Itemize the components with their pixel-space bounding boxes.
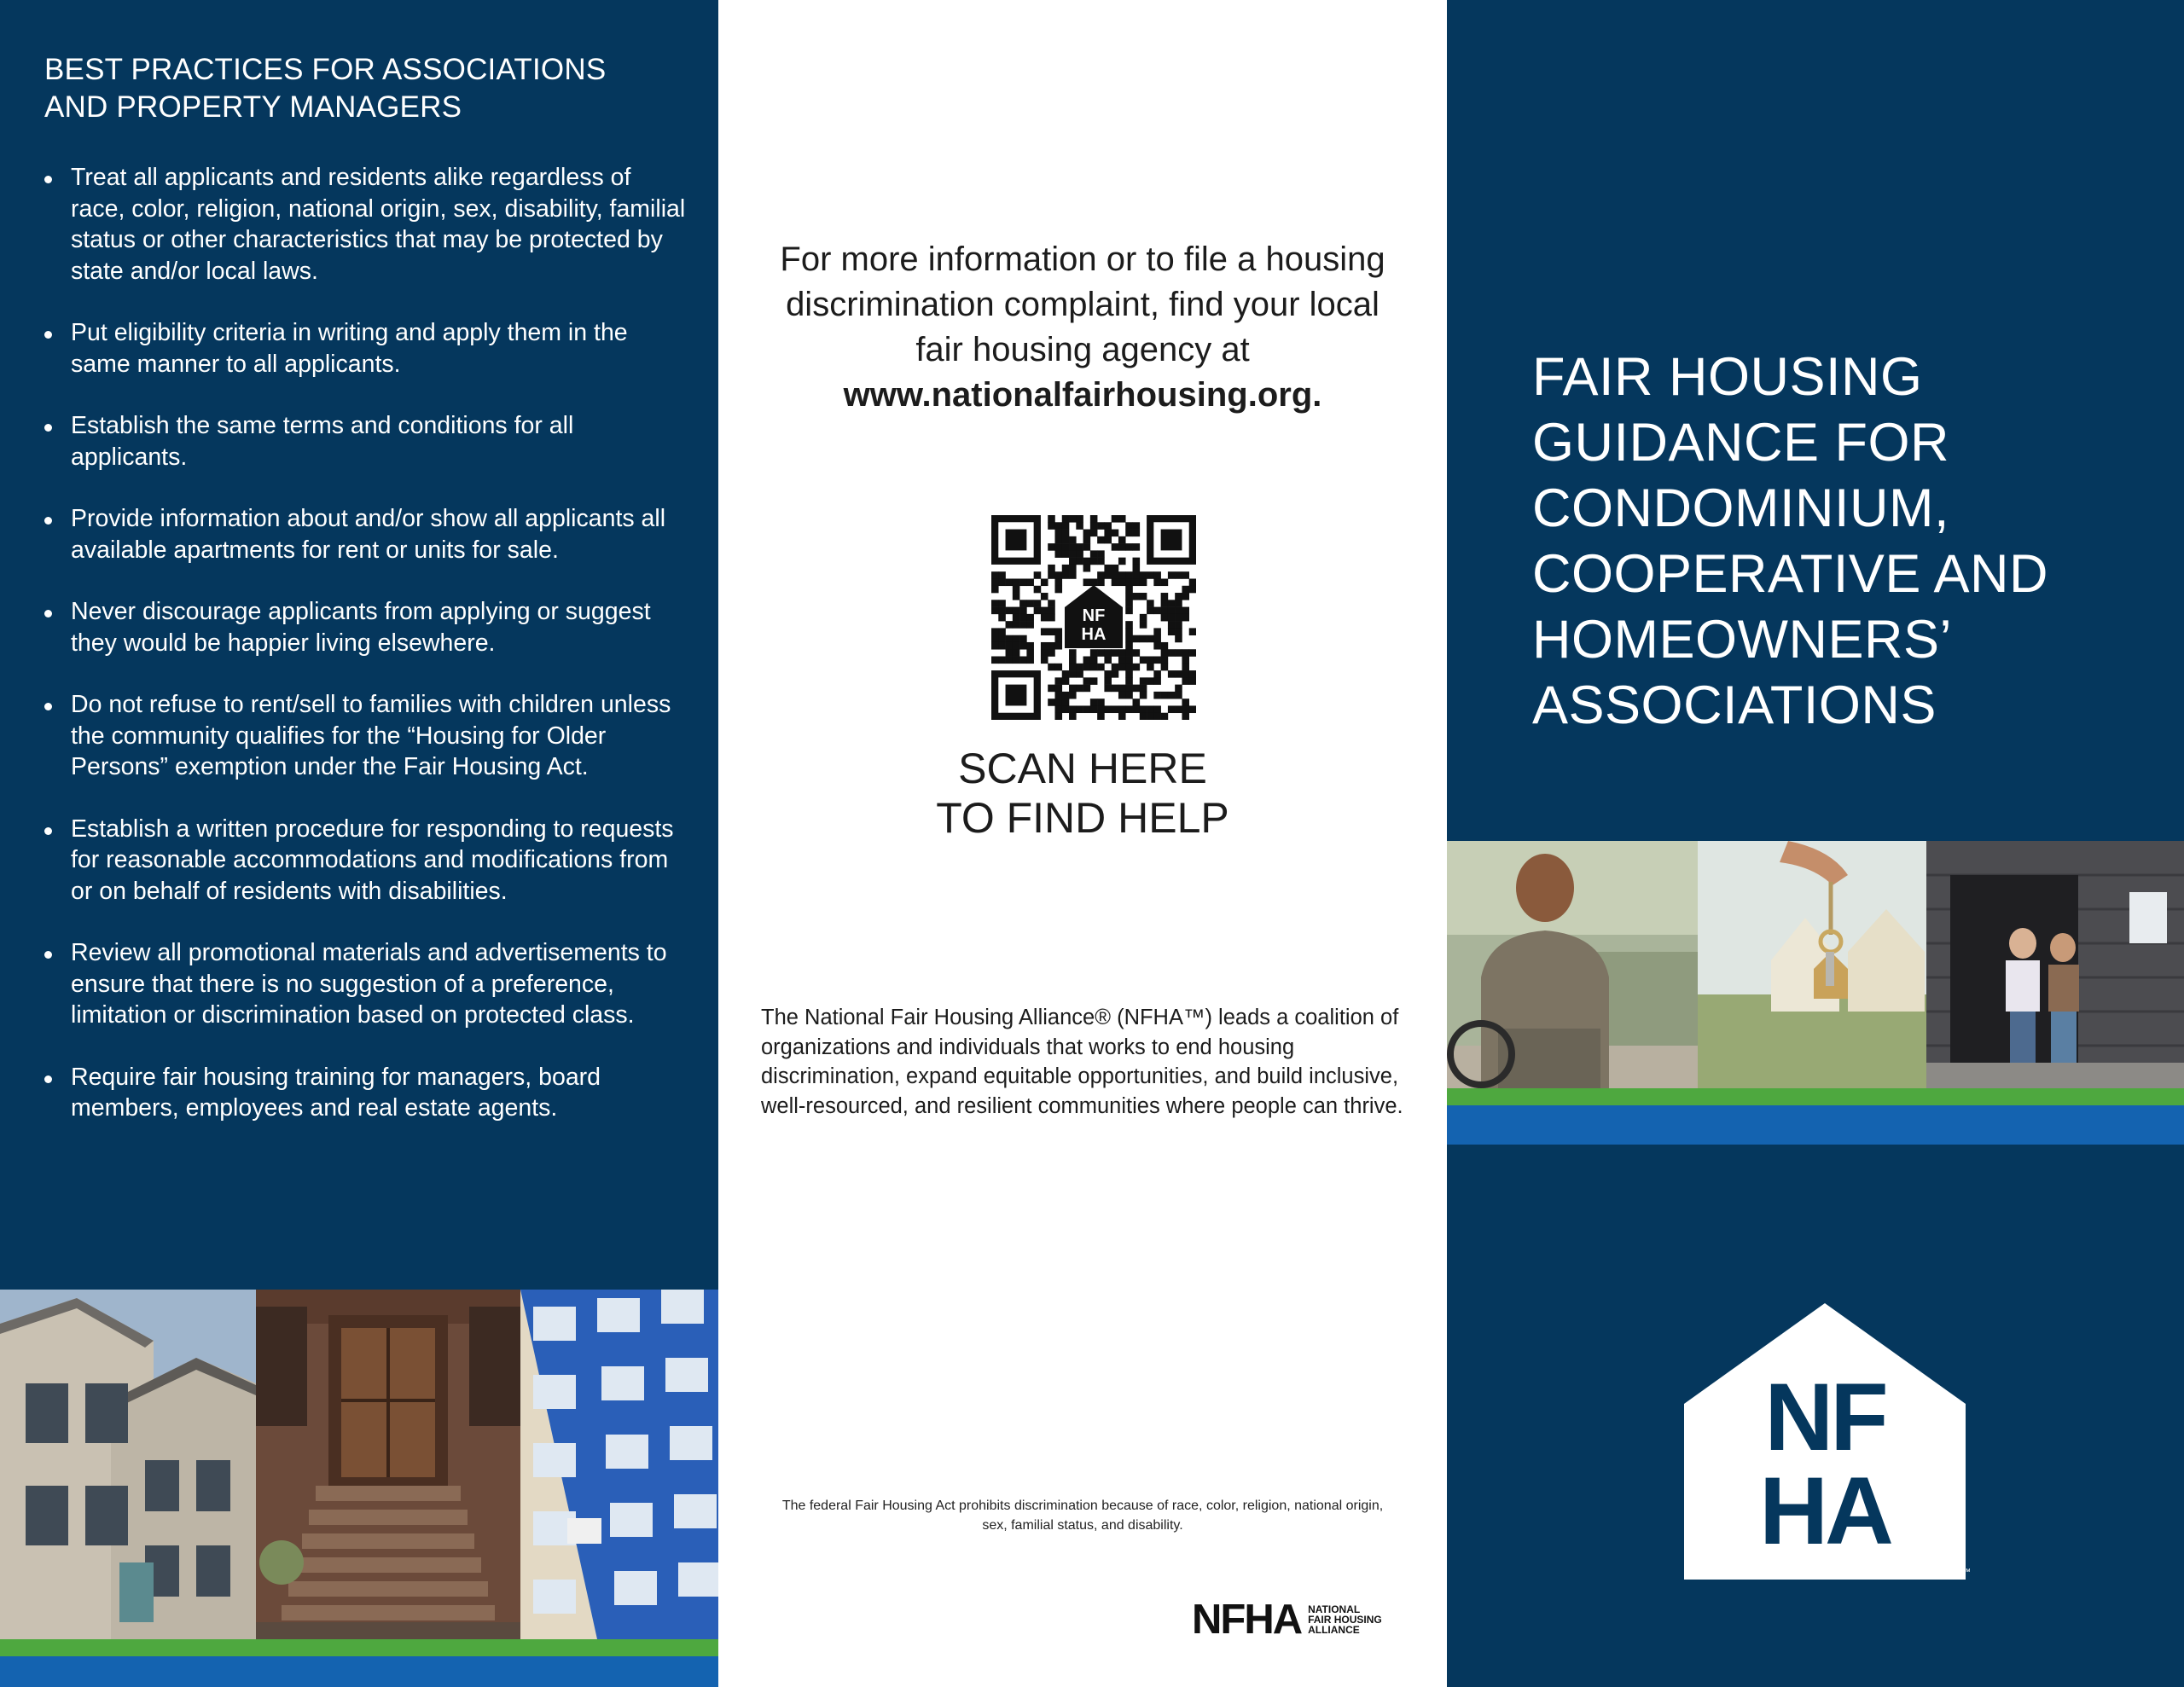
family-doorway-photo: [1926, 841, 2184, 1088]
bullet-icon: [44, 331, 52, 339]
cover-panel: [1447, 0, 2184, 1687]
list-item: Put eligibility criteria in writing and apply them in the same manner to all applicants.: [44, 317, 686, 380]
info-text: For more information or to file a housing discrimination complaint, find your local fair housing agency at www.nationalfairhousing.org.: [770, 237, 1396, 418]
bullet-icon: [44, 517, 52, 525]
list-item: Do not refuse to rent/sell to families with children unless the community qualifies for the “Housing for Older Persons” exemption under the Fair Housing Act.: [44, 689, 686, 783]
green-stripe: [0, 1639, 718, 1656]
list-item: Treat all applicants and residents alike regardless of race, color, religion, national origin, sex, disability, familial status or other characteristics that may be protected by state and/or local laws.: [44, 162, 686, 287]
logo-line-2: HA: [1759, 1458, 1891, 1564]
best-practices-panel: [0, 0, 718, 1687]
blue-stripe: [0, 1656, 718, 1687]
trademark-symbol: ™: [1962, 1568, 1971, 1577]
townhouse-photo: [0, 1290, 256, 1639]
list-item: Review all promotional materials and advertisements to ensure that there is no suggestion of a preference, limitation or discrimination based on protected class.: [44, 937, 686, 1031]
nfha-full-name: NATIONAL FAIR HOUSING ALLIANCE: [1308, 1603, 1382, 1636]
apartment-tower-photo: [520, 1290, 718, 1639]
bullet-icon: [44, 951, 52, 959]
bullet-icon: [44, 827, 52, 835]
qr-code-icon: [991, 515, 1196, 720]
about-nfha: The National Fair Housing Alliance® (NFHA™) leads a coalition of organizations and individuals that works to end housing discrimination, expand equitable opportunities, and build inclusive, well-resourced, and resilient communities where people can thrive.: [761, 1006, 1403, 1118]
best-practices-list: [44, 162, 686, 1155]
brownstone-photo: [256, 1290, 520, 1639]
bullet-icon: [44, 703, 52, 710]
best-practices-heading: BEST PRACTICES FOR ASSOCIATIONS AND PROPERTY MANAGERS: [44, 53, 607, 124]
website-link[interactable]: www.nationalfairhousing.org.: [843, 376, 1322, 414]
wheelchair-user-photo: [1447, 841, 1698, 1088]
svg-text:HA: HA: [1081, 625, 1107, 644]
bullet-icon: [44, 610, 52, 617]
list-item: Provide information about and/or show all applicants all available apartments for rent or units for sale.: [44, 503, 686, 565]
bullet-icon: [44, 1075, 52, 1083]
scan-instruction: SCAN HERE TO FIND HELP: [936, 745, 1229, 842]
list-item: Establish the same terms and conditions for all applicants.: [44, 410, 686, 472]
list-item: Never discourage applicants from applying or suggest they would be happier living elsewhere.: [44, 596, 686, 658]
logo-line-1: NF: [1764, 1364, 1885, 1470]
contact-panel: [718, 0, 1447, 1687]
building-photos: [0, 1290, 718, 1639]
svg-text:NF: NF: [1082, 606, 1106, 625]
bullet-icon: [44, 424, 52, 432]
list-item: Establish a written procedure for responding to requests for reasonable accommodations and modifications from or on behalf of residents with disabilities.: [44, 814, 686, 907]
blue-stripe: [1447, 1105, 2184, 1145]
nfha-wordmark: NFHA: [1192, 1597, 1302, 1643]
fair-housing-act-disclaimer: The federal Fair Housing Act prohibits discrimination because of race, color, religion, national origin, sex, familial status, and disability.: [781, 1499, 1384, 1533]
nfha-footer-logo: [1192, 1597, 1410, 1643]
qr-code[interactable]: [991, 515, 1196, 720]
green-stripe: [1447, 1088, 2184, 1105]
house-logo-icon: [1684, 1303, 1966, 1580]
brochure-title: FAIR HOUSING GUIDANCE FOR CONDOMINIUM, COOPERATIVE AND HOMEOWNERS’ ASSOCIATIONS: [1532, 347, 2048, 735]
house-keys-photo: [1698, 841, 1926, 1088]
resident-photos: [1447, 841, 2184, 1088]
bullet-icon: [44, 176, 52, 183]
list-item: Require fair housing training for managers, board members, employees and real estate agents.: [44, 1062, 686, 1124]
